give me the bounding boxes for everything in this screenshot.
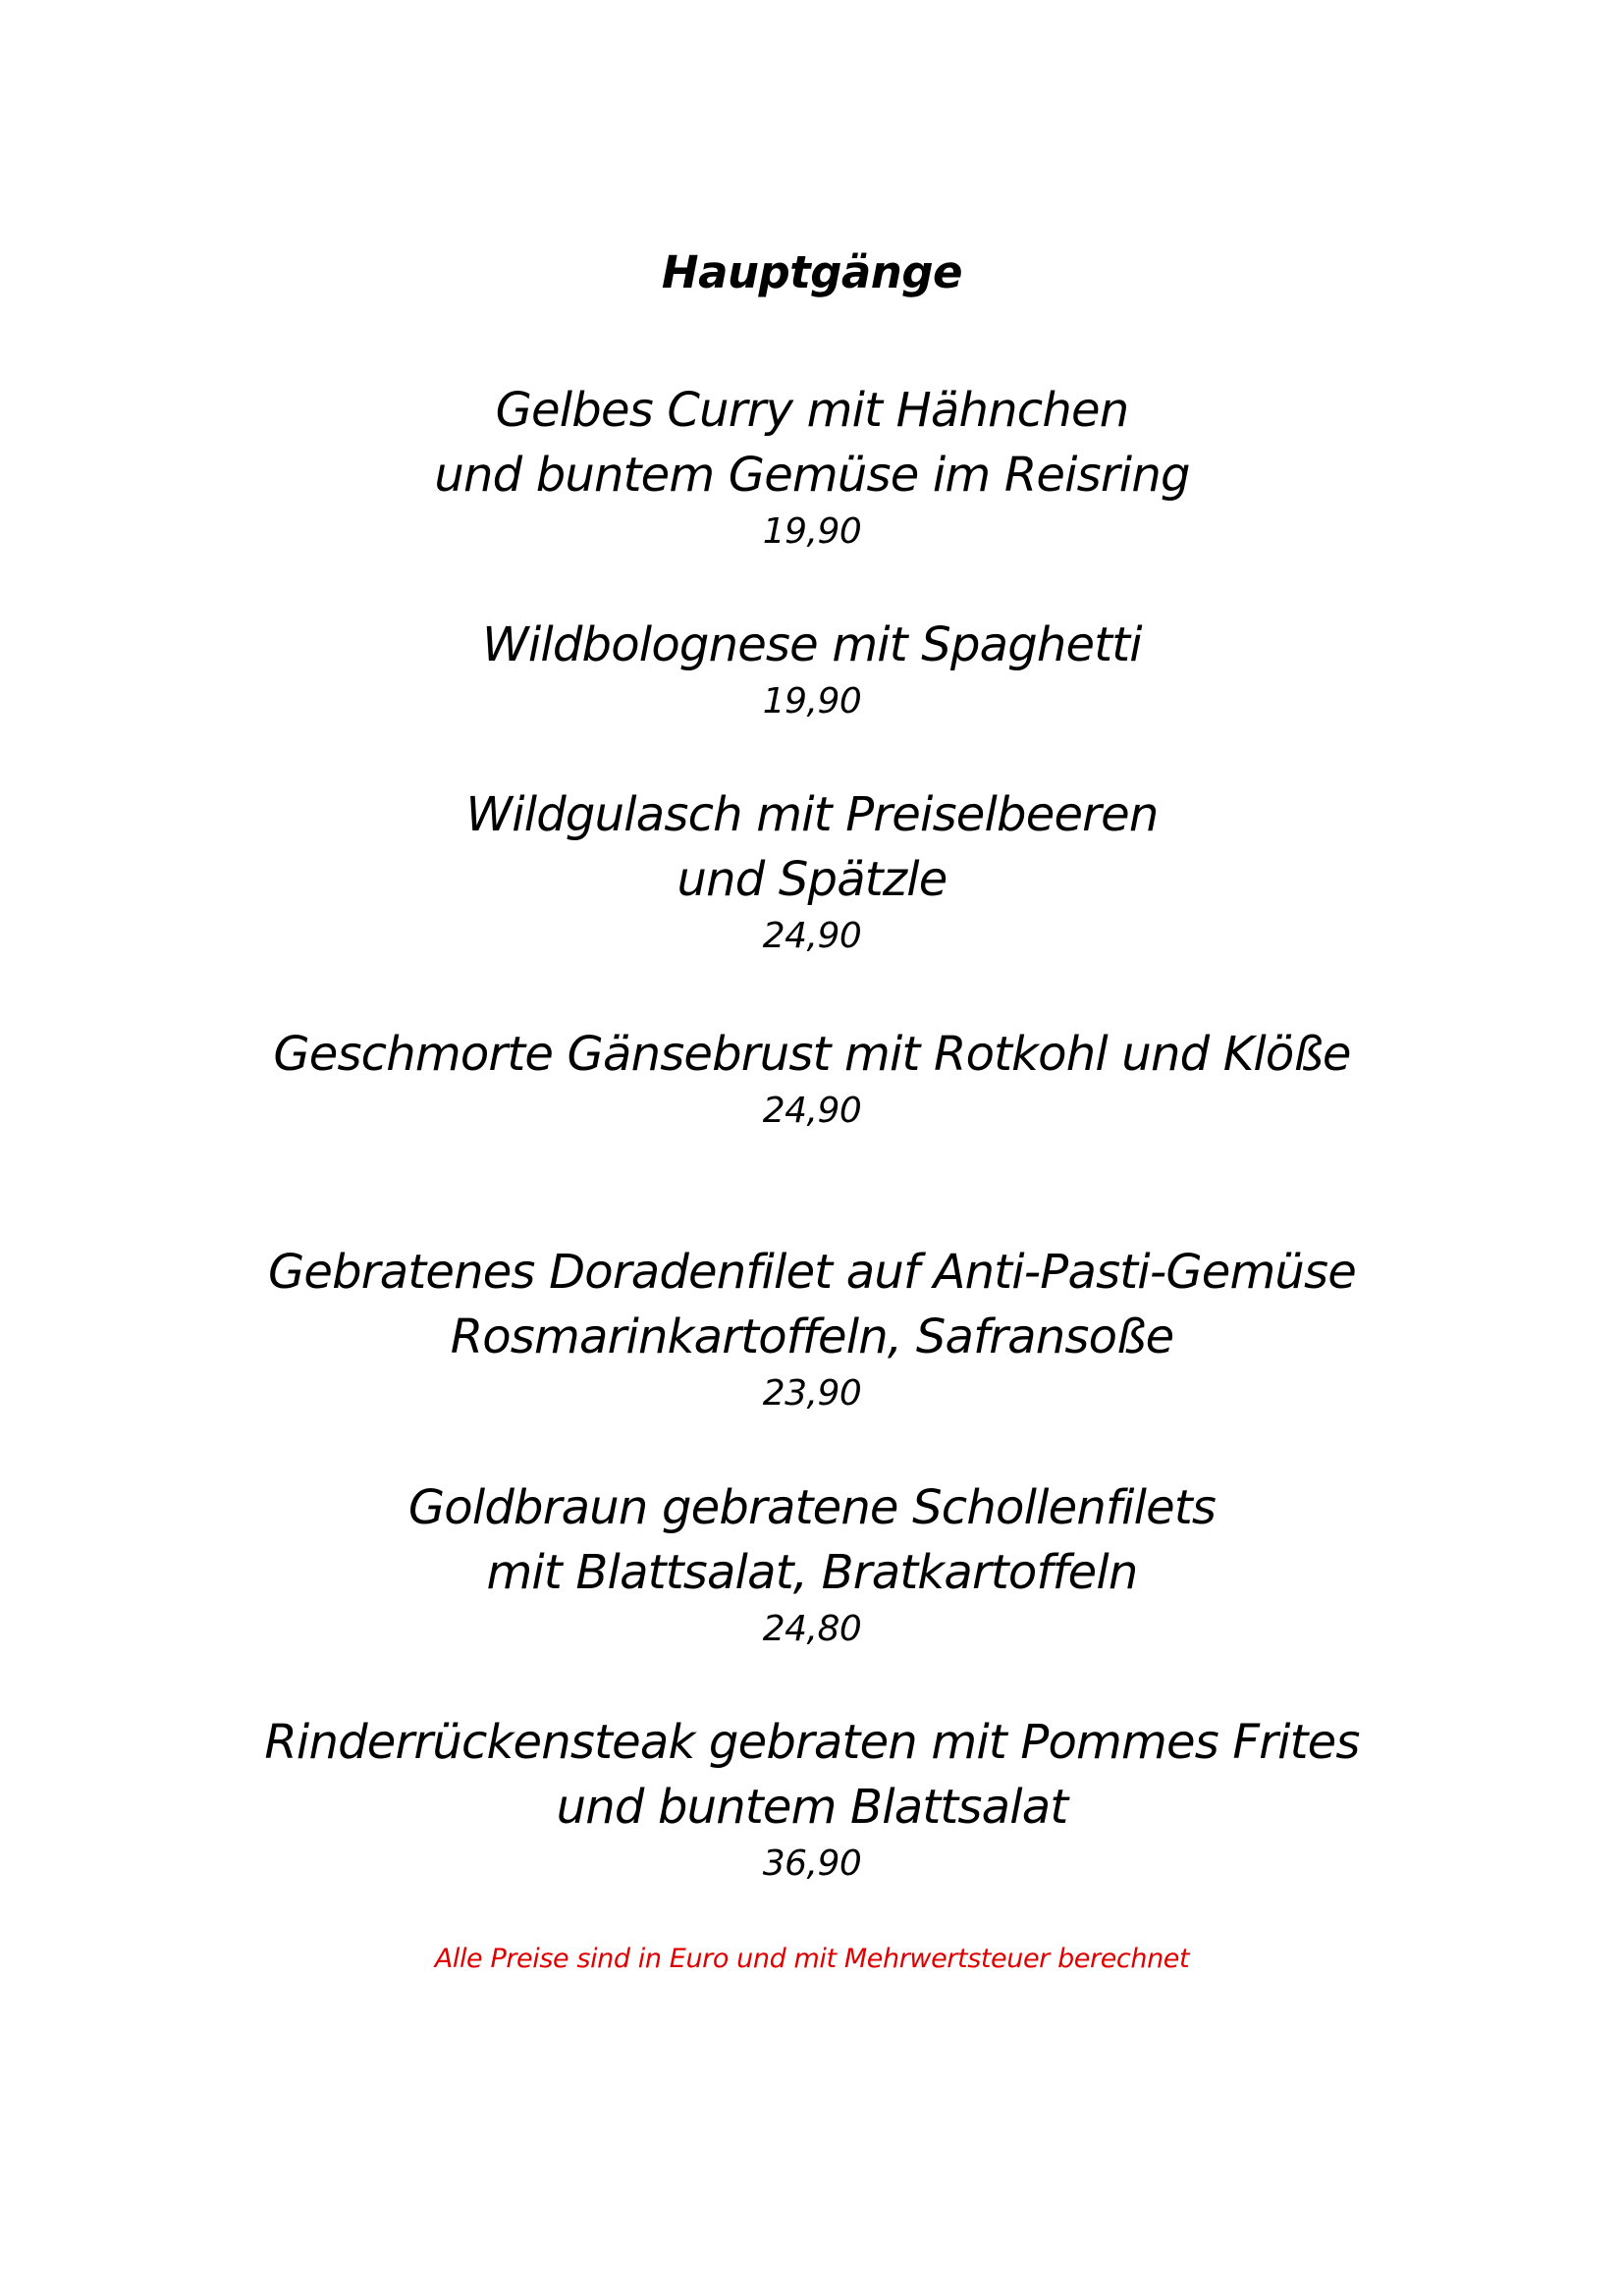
dish-price: 24,90: [762, 1091, 862, 1131]
menu-item: [0, 378, 1624, 557]
dish-name-line1: Rinderrückensteak gebraten mit Pommes Frites: [264, 1715, 1360, 1770]
price-footnote: Alle Preise sind in Euro und mit Mehrwertsteuer berechnet: [434, 1944, 1190, 1974]
dish-name-line1: Wildbolognese mit Spaghetti: [482, 617, 1142, 672]
dish-name-line2: und buntem Blattsalat: [556, 1780, 1068, 1835]
dish-name-line2: und Spätzle: [677, 852, 947, 907]
menu-item: [0, 1710, 1624, 1889]
menu-item: [0, 1022, 1624, 1136]
menu-item: [0, 613, 1624, 726]
menu-item: [0, 1240, 1624, 1418]
dish-name-line1: Gebratenes Doradenfilet auf Anti-Pasti-Gemüse: [267, 1245, 1356, 1300]
menu-item: [0, 782, 1624, 961]
dish-price: 24,80: [762, 1609, 862, 1649]
dish-price: 24,90: [762, 916, 862, 956]
dish-price: 23,90: [762, 1373, 862, 1414]
dish-price: 36,90: [762, 1843, 862, 1884]
dish-name-line2: Rosmarinkartoffeln, Safransoße: [450, 1309, 1174, 1364]
dish-name-line2: und buntem Gemüse im Reisring: [434, 448, 1190, 503]
dish-name-line2: mit Blattsalat, Bratkartoffeln: [486, 1545, 1138, 1600]
dish-price: 19,90: [762, 681, 862, 721]
dish-name-line1: Geschmorte Gänsebrust mit Rotkohl und Klöße: [273, 1027, 1351, 1082]
dish-name-line1: Wildgulasch mit Preiselbeeren: [465, 787, 1159, 842]
dish-name-line1: Gelbes Curry mit Hähnchen: [495, 383, 1129, 438]
dish-name-line1: Goldbraun gebratene Schollenfilets: [407, 1480, 1217, 1535]
dish-price: 19,90: [762, 511, 862, 552]
menu-item: [0, 1475, 1624, 1654]
menu-title: Hauptgänge: [661, 246, 963, 298]
